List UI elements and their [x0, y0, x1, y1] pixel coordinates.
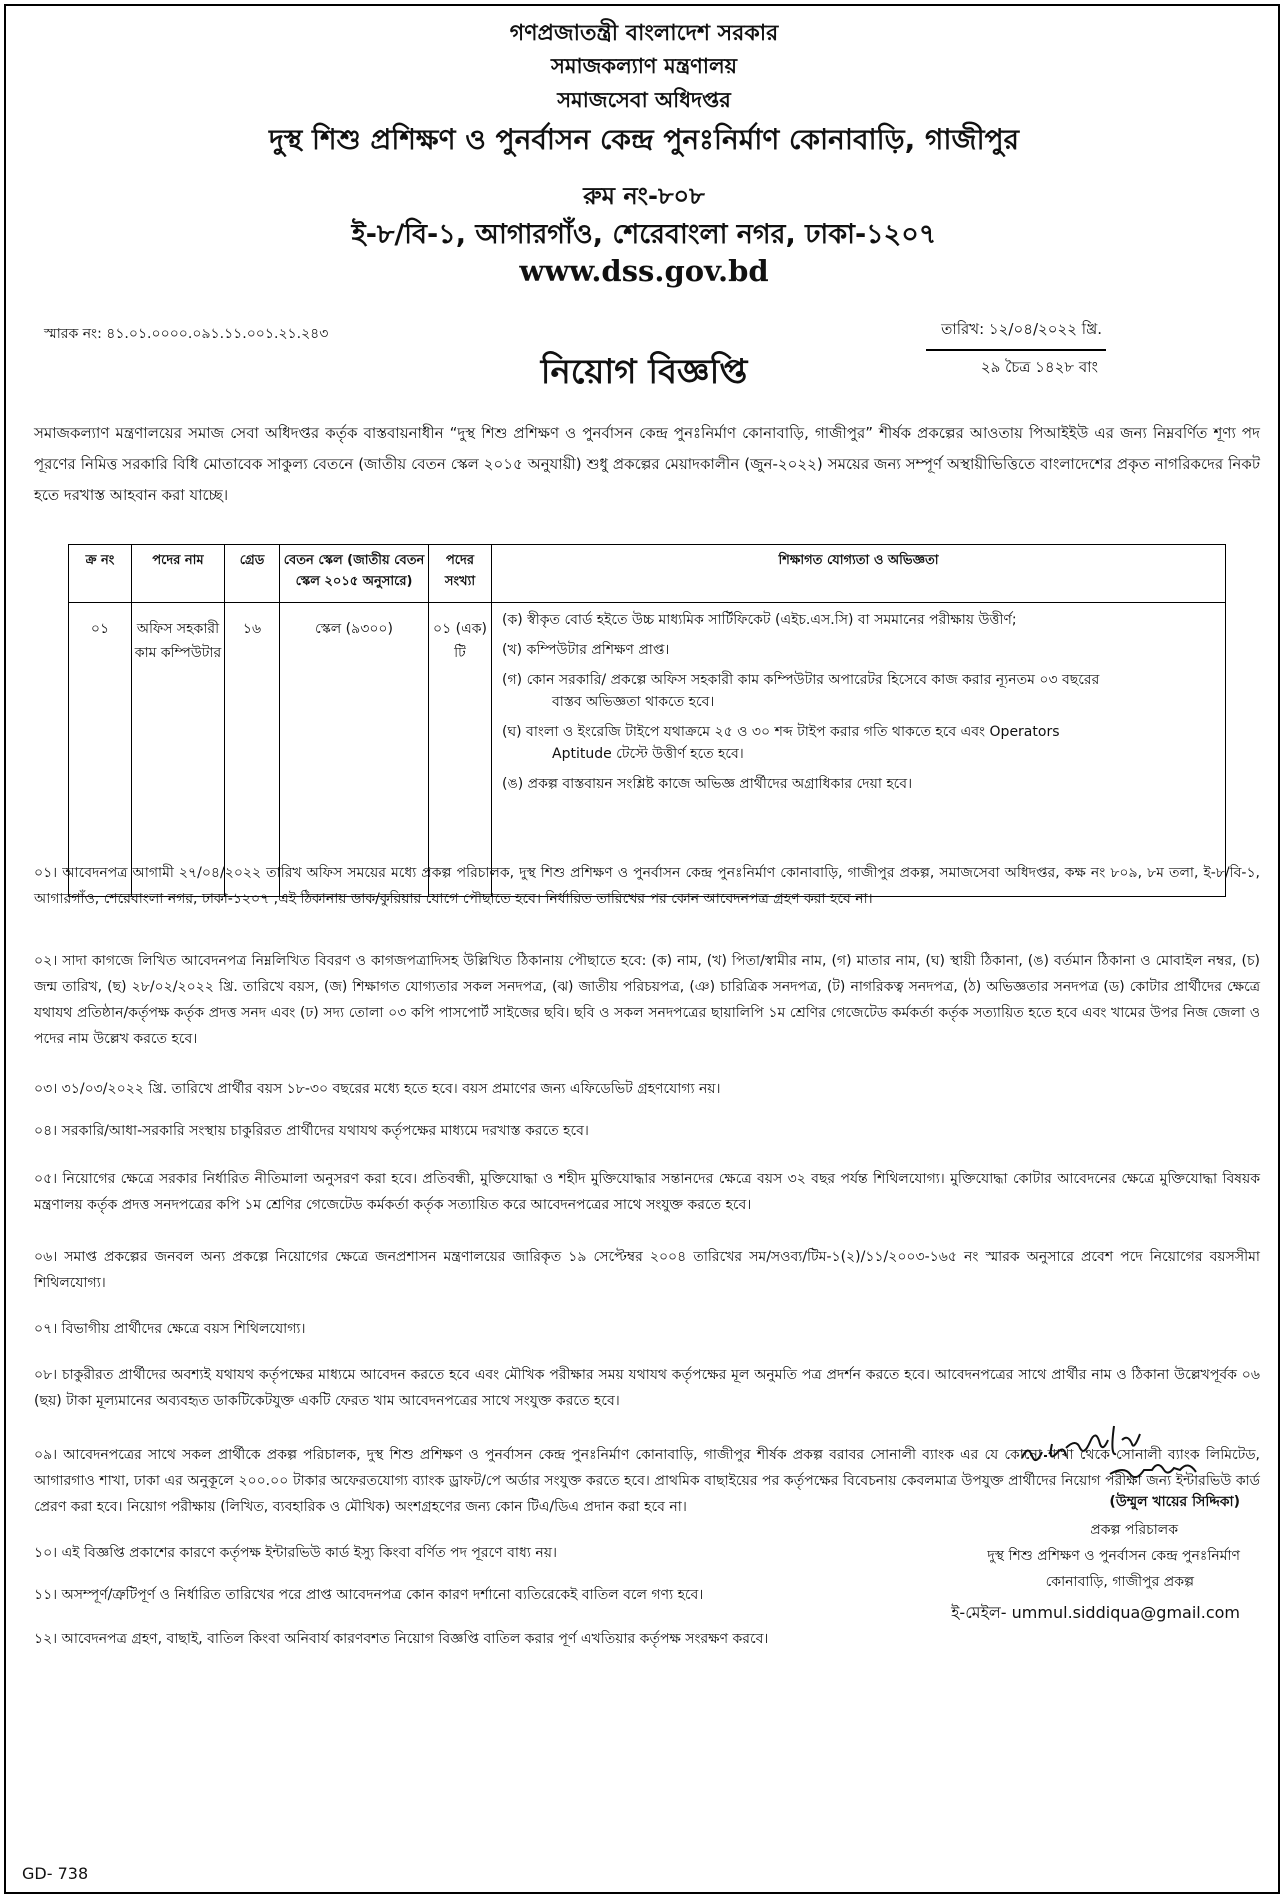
- col-grade: গ্রেড: [225, 545, 280, 603]
- qualification-item: [502, 721, 1215, 765]
- cell-post-count: ০১ (এক) টি: [429, 603, 492, 897]
- qualification-mark: (ক): [502, 612, 523, 628]
- clause-04: ০৪। সরকারি/আধা-সরকারি সংস্থায় চাকুরিরত প্রার্থীদের যথাযথ কর্তৃপক্ষের মাধ্যমে দরখাস্ত করতে হবে।: [34, 1123, 589, 1139]
- col-serial: ক্র নং: [69, 545, 132, 603]
- table-header-row: [69, 545, 1226, 603]
- signatory-email[interactable]: ই-মেইল- ummul.siddiqua@gmail.com: [951, 1603, 1240, 1622]
- website-link[interactable]: www.dss.gov.bd: [519, 254, 769, 288]
- table-row: [69, 603, 1226, 897]
- clause-03: ০৩। ৩১/০৩/২০২২ খ্রি. তারিখে প্রার্থীর বয়স ১৮-৩০ বছরের মধ্যে হতে হবে। বয়স প্রমাণের জন্য এফিডেভিট গ্রহণযোগ্য নয়।: [34, 1081, 721, 1097]
- address-line: ই-৮/বি-১, আগারগাঁও, শেরেবাংলা নগর, ঢাকা-১২০৭: [351, 219, 937, 250]
- qualification-mark: (ঙ): [502, 776, 524, 792]
- posts-table: [68, 544, 1226, 897]
- qualification-item: [502, 609, 1215, 631]
- clause-10: ১০। এই বিজ্ঞপ্তি প্রকাশের কারণে কর্তৃপক্ষ ইন্টারভিউ কার্ড ইস্যু কিংবা বর্ণিত পদ পূরণে বাধ্য নয়।: [34, 1545, 557, 1561]
- signatory-designation: প্রকল্প পরিচালক: [1090, 1522, 1178, 1538]
- ministry-line: সমাজকল্যাণ মন্ত্রণালয়: [551, 54, 737, 78]
- cell-pay-scale: স্কেল (৯৩০০): [280, 603, 429, 897]
- clause-02: ০২। সাদা কাগজে লিখিত আবেদনপত্র নিম্নলিখিত বিবরণ ও কাগজপত্রাদিসহ উল্লিখিত ঠিকানায় পৌছাতে হবে: (ক) নাম, (খ) পিতা/স্বামীর নাম, (গ) মাতার নাম, (ঘ) স্থায়ী ঠিকানা, (ঙ) বর্তমান ঠিকানা ও মোবাইল নম্বর, (চ) জন্ম তারিখ, (ছ) ২৮/০২/২০২২ খ্রি. তারিখে বয়স, (জ) শিক্ষাগত যোগ্যতার সকল সনদপত্র, (ঝ) জাতীয় পরিচয়পত্র, (ঞ) চারিত্রিক সনদপত্র, (ট) নাগরিকত্ব সনদপত্র, (ঠ) অভিজ্ঞতার সনদপত্র (ড) কোটার প্রার্থীদের ক্ষেত্রে যথাযথ প্রতিষ্ঠান/কর্তৃপক্ষ কর্তৃক প্রদত্ত সনদ এবং (ঢ) সদ্য তোলা ০৩ কপি পাসপোর্ট সাইজের ছবি। ছবি ও সকল সনদপত্রের ছায়ালিপি ১ম শ্রেণির গেজেটেড কর্মকর্তা কর্তৃক সত্যায়িত হতে হবে এবং খামের উপর নিজ জেলা ও পদের নাম উল্লেখ করতে হবে।: [34, 953, 1260, 1047]
- clause-12: ১২। আবেদনপত্র গ্রহণ, বাছাই, বাতিল কিংবা অনিবার্য কারণবশত নিয়োগ বিজ্ঞপ্তি বাতিল করার পূর্ণ এখতিয়ার কর্তৃপক্ষ সংরক্ষণ করবে।: [34, 1631, 769, 1647]
- qualification-item: [502, 773, 1215, 795]
- notice-page: [4, 4, 1280, 1894]
- intro-paragraph: সমাজকল্যাণ মন্ত্রণালয়ের সমাজ সেবা অধিদপ্তর কর্তৃক বাস্তবায়নাধীন “দুস্থ শিশু প্রশিক্ষণ ও পুনর্বাসন কেন্দ্র পুনঃনির্মাণ কোনাবাড়ি, গাজীপুর” শীর্ষক প্রকল্পের আওতায় পিআইইউ এর জন্য নিম্নবর্ণিত শূণ্য পদ পূরণের নিমিত্ত সরকারি বিধি মোতাবেক সাকুল্য বেতনে (জাতীয় বেতন স্কেল ২০১৫ অনুযায়ী) শুধু প্রকল্পের মেয়াদকালীন (জুন-২০২২) সময়ের জন্য সম্পূর্ণ অস্থায়ীভিত্তিতে বাংলাদেশের প্রকৃত নাগরিকদের নিকট হতে দরখাস্ত আহবান করা যাচ্ছে।: [34, 424, 1260, 504]
- clause-05: ০৫। নিয়োগের ক্ষেত্রে সরকার নির্ধারিত নীতিমালা অনুসরণ করা হবে। প্রতিবন্ধী, মুক্তিযোদ্ধা ও শহীদ মুক্তিযোদ্ধার সন্তানদের ক্ষেত্রে বয়স ৩২ বছর পর্যন্ত শিথিলযোগ্য। মুক্তিযোদ্ধা কোটার আবেদনের ক্ষেত্রে মুক্তিযোদ্ধা বিষয়ক মন্ত্রণালয় কর্তৃক প্রদত্ত সনদপত্রের কপি ১ম শ্রেণির গেজেটেড কর্মকর্তা কর্তৃক সত্যায়িত করে আবেদনপত্রের সাথে সংযুক্ত করতে হবে।: [34, 1171, 1260, 1213]
- footer-code: GD- 738: [22, 1864, 89, 1883]
- qualification-text: বাংলা ও ইংরেজি টাইপে যথাক্রমে ২৫ ও ৩০ শব্দ টাইপ করার গতি থাকতে হবে এবং Operators: [526, 724, 1060, 740]
- col-post-count: পদের সংখ্যা: [429, 545, 492, 603]
- govt-line: গণপ্রজাতন্ত্রী বাংলাদেশ সরকার: [509, 21, 779, 46]
- clause-01: ০১। আবেদনপত্র আগামী ২৭/০৪/২০২২ তারিখ অফিস সময়ের মধ্যে প্রকল্প পরিচালক, দুস্থ শিশু প্রশিক্ষণ ও পুনর্বাসন কেন্দ্র পুনঃনির্মাণ কোনাবাড়ি, গাজীপুর প্রকল্প, সমাজসেবা অধিদপ্তর, কক্ষ নং ৮০৯, ৮ম তলা, ই-৮/বি-১, আগারগাঁও, শেরেবাংলা নগর, ঢাকা-১২০৭ ,এই ঠিকানায় ডাক/কুরিয়ার যোগে পৌছাতে হবে। নির্ধারিত তারিখের পর কোন আবেদনপত্র গ্রহণ করা হবে না।: [34, 865, 1260, 907]
- signatory-office-line2: কোনাবাড়ি, গাজীপুর প্রকল্প: [1045, 1574, 1194, 1590]
- department-line: সমাজসেবা অধিদপ্তর: [557, 88, 731, 112]
- signatory-name: (উম্মুল খায়ের সিদ্দিকা): [1109, 1494, 1240, 1510]
- qualification-continuation: Aptitude টেস্টে উত্তীর্ণ হতে হবে।: [552, 746, 744, 762]
- memo-number: স্মারক নং: ৪১.০১.০০০০.০৯১.১১.০০১.২১.২৪৩: [44, 326, 329, 342]
- qualification-mark: (গ): [502, 672, 523, 688]
- clause-08: ০৮। চাকুরীরত প্রার্থীদের অবশ্যই যথাযথ কর্তৃপক্ষের মাধ্যমে আবেদন করতে হবে এবং মৌখিক পরীক্ষার সময় যথাযথ কর্তৃপক্ষের মূল অনুমতি পত্র প্রদর্শন করতে হবে। আবেদনপত্রের সাথে প্রার্থীর নাম ও ঠিকানা উল্লেখপূর্বক ০৬ (ছয়) টাকা মূল্যমানের অব্যবহৃত ডাকটিকেটযুক্ত একটি ফেরত খাম আবেদনপত্রের সাথে সংযুক্ত করতে হবে।: [34, 1367, 1260, 1409]
- qualification-text: স্বীকৃত বোর্ড হইতে উচ্চ মাধ্যমিক সার্টিফিকেট (এইচ.এস.সি) বা সমমানের পরীক্ষায় উত্তীর্ণ;: [527, 612, 1017, 628]
- cell-serial: ০১: [69, 603, 132, 897]
- clause-11: ১১। অসম্পূর্ণ/ত্রুটিপূর্ণ ও নির্ধারিত তারিখের পরে প্রাপ্ত আবেদনপত্র কোন কারণ দর্শানো ব্যতিরেকেই বাতিল বলে গণ্য হবে।: [34, 1587, 704, 1603]
- room-line: রুম নং-৮০৮: [583, 182, 705, 210]
- page-title: নিয়োগ বিজ্ঞপ্তি: [540, 352, 748, 392]
- qualification-item: [502, 669, 1215, 713]
- qualification-text: প্রকল্প বাস্তবায়ন সংশ্লিষ্ট কাজে অভিজ্ঞ প্রার্থীদের অগ্রাধিকার দেয়া হবে।: [527, 776, 913, 792]
- clause-07: ০৭। বিভাগীয় প্রার্থীদের ক্ষেত্রে বয়স শিথিলযোগ্য।: [34, 1321, 306, 1337]
- handwritten-signature: [1014, 1396, 1254, 1486]
- cell-post-name: অফিস সহকারী কাম কম্পিউটার: [132, 603, 225, 897]
- clause-09: ০৯। আবেদনপত্রের সাথে সকল প্রার্থীকে প্রকল্প পরিচালক, দুস্থ শিশু প্রশিক্ষণ ও পুনর্বাসন কেন্দ্র পুনঃনির্মাণ কোনাবাড়ি, গাজীপুর শীর্ষক প্রকল্প বরাবর সোনালী ব্যাংক এর যে কোনো শাখা থেকে সোনালী ব্যাংক লিমিটেড, আগারগাও শাখা, ঢাকা এর অনুকূলে ২০০.০০ টাকার অফেরতযোগ্য ব্যাংক ড্রাফট/পে অর্ডার সংযুক্ত করতে হবে। প্রাথমিক বাছাইয়ের পর কর্তৃপক্ষের বিবেচনায় কেবলমাত্র উপযুক্ত প্রার্থীদের নিয়োগ পরীক্ষা জন্য ইন্টারভিউ কার্ড প্রেরণ করা হবে। নিয়োগ পরীক্ষায় (লিখিত, ব্যবহারিক ও মৌখিক) অংশগ্রহণের জন্য কোন টিএ/ডিএ প্রদান করা হবে না।: [34, 1447, 1260, 1515]
- col-post-name: পদের নাম: [132, 545, 225, 603]
- qualification-text: কোন সরকারি/ প্রকল্পে অফিস সহকারী কাম কম্পিউটার অপারেটর হিসেবে কাজ করার ন্যূনতম ০৩ বছরের: [526, 672, 1100, 688]
- qualification-text: কম্পিউটার প্রশিক্ষণ প্রাপ্ত।: [526, 642, 670, 658]
- signatory-office-line1: দুস্থ শিশু প্রশিক্ষণ ও পুনর্বাসন কেন্দ্র পুনঃনির্মাণ: [987, 1548, 1240, 1564]
- clause-06: ০৬। সমাপ্ত প্রকল্পের জনবল অন্য প্রকল্পে নিয়োগের ক্ষেত্রে জনপ্রশাসন মন্ত্রণালয়ের জারিকৃত ১৯ সেপ্টেম্বর ২০০৪ তারিখের সম/সওব্য/টিম-১(২)/১১/২০০৩-১৬৫ নং স্মারক অনুসারে প্রবেশ পদে নিয়োগের বয়সসীমা শিথিলযোগ্য।: [34, 1249, 1260, 1291]
- cell-grade: ১৬: [225, 603, 280, 897]
- qualification-continuation: বাস্তব অভিজ্ঞতা থাকতে হবে।: [552, 694, 715, 710]
- col-qualification: শিক্ষাগত যোগ্যতা ও অভিজ্ঞতা: [492, 545, 1226, 603]
- project-line: দুস্থ শিশু প্রশিক্ষণ ও পুনর্বাসন কেন্দ্র পুনঃনির্মাণ কোনাবাড়ি, গাজীপুর: [269, 123, 1019, 156]
- date-bengali: ২৯ চৈত্র ১৪২৮ বাং: [980, 358, 1098, 376]
- qualification-mark: (ঘ): [502, 724, 522, 740]
- col-pay-scale: বেতন স্কেল (জাতীয় বেতন স্কেল ২০১৫ অনুসারে): [280, 545, 429, 603]
- date-gregorian: তারিখ: ১২/০৪/২০২২ খ্রি.: [941, 320, 1102, 338]
- qualification-item: [502, 639, 1215, 661]
- qualification-mark: (খ): [502, 642, 523, 658]
- cell-qualification: [492, 603, 1226, 897]
